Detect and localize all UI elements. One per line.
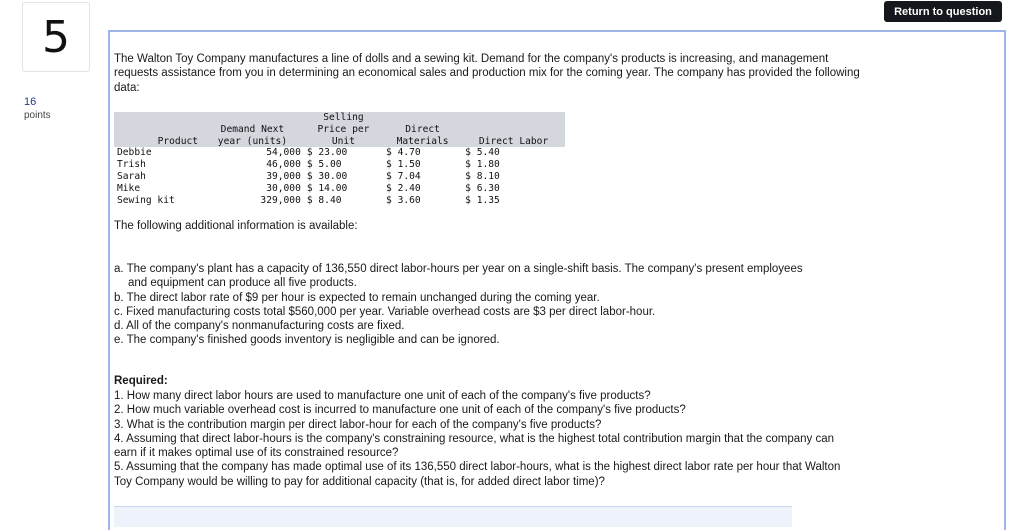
cell-labor: $ 6.30	[465, 182, 500, 194]
cell-product: Mike	[117, 182, 141, 194]
table-header-row	[114, 112, 565, 147]
table-row	[114, 195, 565, 207]
cell-product: Sarah	[117, 170, 146, 182]
cell-product: Sewing kit	[117, 194, 175, 206]
header-demand: Demand Next year (units)	[201, 112, 304, 147]
question-number: 5	[22, 2, 90, 72]
question-panel	[108, 30, 1006, 530]
cell-labor: $ 8.10	[465, 170, 500, 182]
requirement-item: 5. Assuming that the company has made optimal use of its 136,550 direct labor-hours, what is the highest direct labor rate per hour that Walton Toy Company would be willing to pay for additional capacity (that is, for added direct labor time)?	[114, 461, 841, 488]
cell-materials: $ 7.04	[386, 170, 421, 182]
cell-price: $ 23.00	[306, 147, 348, 159]
cell-product: Trish	[117, 159, 146, 171]
cell-price: $ 30.00	[306, 170, 348, 182]
answer-area-strip	[114, 506, 792, 527]
intro-text: The Walton Toy Company manufactures a line of dolls and a sewing kit. Demand for the company's products is increasing, and management requests assistance from you in determining an economical sales and production mix for the coming year. The company has provided the following data:	[114, 53, 860, 94]
cell-demand: 329,000	[260, 194, 301, 206]
cell-labor: $ 1.35	[465, 194, 500, 206]
header-labor: Direct Labor	[462, 112, 565, 147]
condition-item: c. Fixed manufacturing costs total $560,000 per year. Variable overhead costs are $3 per direct labor-hour.	[114, 305, 656, 318]
cell-product: Debbie	[117, 147, 152, 159]
condition-item: a. The company's plant has a capacity of 136,550 direct labor-hours per year on a single-shift basis. The company's present employees and equipment can produce all five products.	[114, 263, 803, 290]
requirements-list	[114, 389, 854, 489]
cell-price: $ 14.00	[306, 182, 348, 194]
header-price: Selling Price per Unit	[304, 112, 383, 147]
table-row	[114, 183, 565, 195]
cell-labor: $ 1.80	[465, 159, 500, 171]
condition-item: b. The direct labor rate of $9 per hour is expected to remain unchanged during the coming year.	[114, 291, 600, 304]
header-product: Product	[114, 112, 201, 147]
conditions-list	[114, 262, 814, 348]
cell-materials: $ 1.50	[386, 159, 421, 171]
table-row	[114, 147, 565, 159]
cell-demand: 39,000	[266, 170, 301, 182]
table-row	[114, 159, 565, 171]
cell-materials: $ 4.70	[386, 147, 421, 159]
cell-demand: 46,000	[266, 159, 301, 171]
points-label: points	[24, 110, 51, 121]
return-to-question-button[interactable]: Return to question	[884, 1, 1002, 22]
additional-info-text: The following additional information is available:	[114, 220, 358, 232]
cell-demand: 30,000	[266, 182, 301, 194]
cell-demand: 54,000	[266, 147, 301, 159]
cell-materials: $ 3.60	[386, 194, 421, 206]
requirement-item: 3. What is the contribution margin per direct labor-hour for each of the company's five products?	[114, 418, 602, 431]
points-value: 16	[24, 96, 37, 108]
condition-item: e. The company's finished goods inventory is negligible and can be ignored.	[114, 334, 500, 347]
required-heading: Required:	[114, 375, 168, 387]
cell-labor: $ 5.40	[465, 147, 500, 159]
cell-price: $ 8.40	[306, 194, 342, 206]
cell-materials: $ 2.40	[386, 182, 421, 194]
condition-item: d. All of the company's nonmanufacturing costs are fixed.	[114, 320, 405, 333]
product-data-table	[114, 112, 565, 206]
table-row	[114, 171, 565, 183]
cell-price: $ 5.00	[306, 159, 342, 171]
requirement-item: 4. Assuming that direct labor-hours is the company's constraining resource, what is the highest total contribution margin that the company can earn if it makes optimal use of its constrained resource?	[114, 432, 835, 460]
header-materials: Direct Materials	[383, 112, 462, 147]
requirement-item: 2. How much variable overhead cost is incurred to manufacture one unit of each of the company's five products?	[114, 404, 686, 417]
requirement-item: 1. How many direct labor hours are used to manufacture one unit of each of the company's five products?	[114, 390, 651, 402]
